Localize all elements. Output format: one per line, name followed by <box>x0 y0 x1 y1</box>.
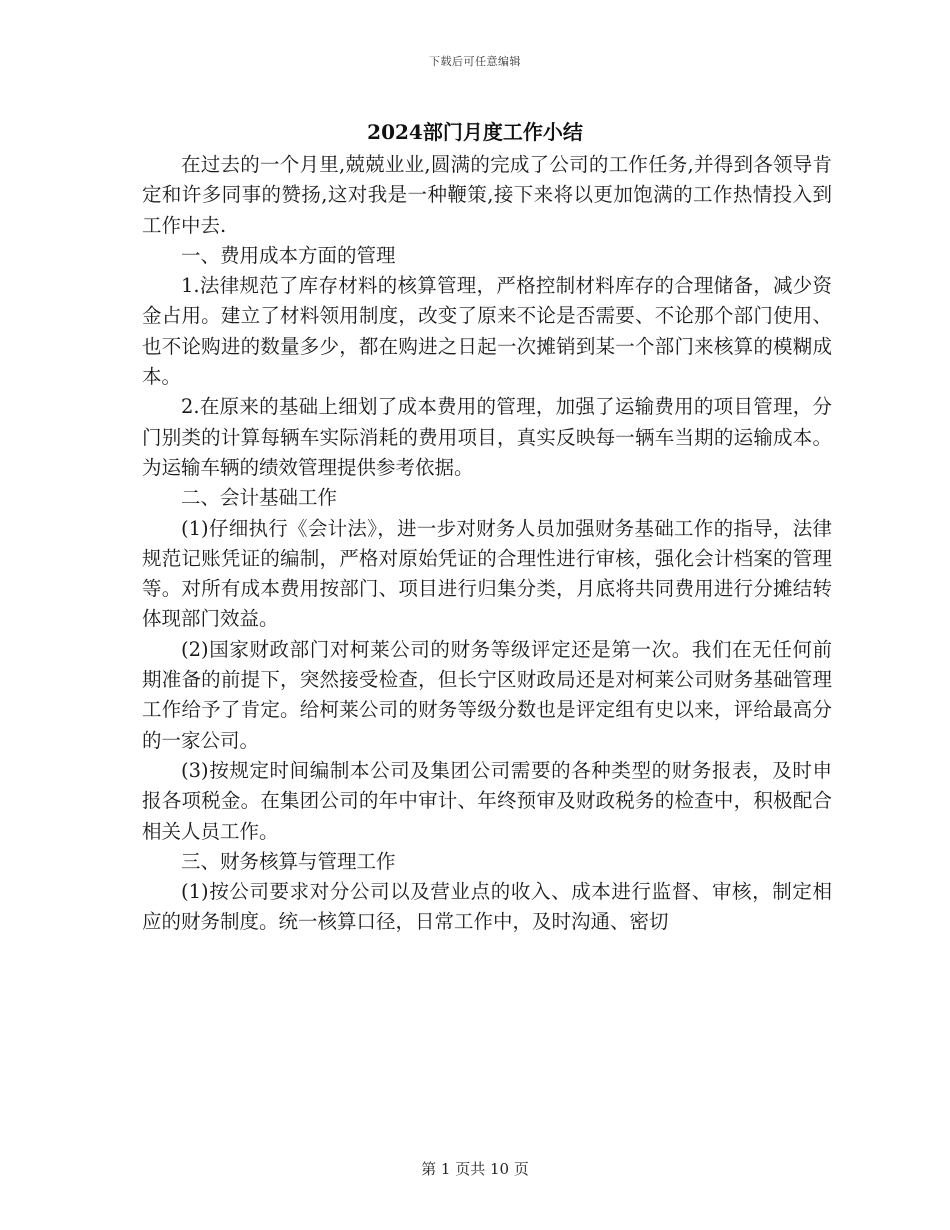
page-header-note: 下载后可任意编辑 <box>429 55 521 68</box>
document-body <box>142 150 832 938</box>
section-heading-2: 二、会计基础工作 <box>181 486 338 510</box>
section-2-item-3: (3)按规定时间编制本公司及集团公司需要的各种类型的财务报表，及时申报各项税金。在集团公司的年中审计、年终预审及财政税务的检查中，积极配合相关人员工作。 <box>142 758 832 843</box>
page-number: 第 1 页共 10 页 <box>421 1160 529 1178</box>
section-heading-3: 三、财务核算与管理工作 <box>181 849 396 873</box>
section-3-item-1: (1)按公司要求对分公司以及营业点的收入、成本进行监督、审核，制定相应的财务制度。统一核算口径，日常工作中，及时沟通、密切 <box>142 880 832 934</box>
section-heading-1: 一、费用成本方面的管理 <box>181 243 396 267</box>
section-1-item-2: 2.在原来的基础上细划了成本费用的管理，加强了运输费用的项目管理，分门别类的计算每辆车实际消耗的费用项目，真实反映每一辆车当期的运输成本。为运输车辆的绩效管理提供参考依据。 <box>142 395 832 479</box>
section-2-item-1: (1)仔细执行《会计法》，进一步对财务人员加强财务基础工作的指导，法律规范记账凭证的编制，严格对原始凭证的合理性进行审核，强化会计档案的管理等。对所有成本费用按部门、项目进行归集分类，月底将共同费用进行分摊结转体现部门效益。 <box>142 516 832 631</box>
section-1-item-1: 1.法律规范了库存材料的核算管理，严格控制材料库存的合理储备，减少资金占用。建立了材料领用制度，改变了原来不论是否需要、不论那个部门使用、也不论购进的数量多少，都在购进之日起一次摊销到某一个部门来核算的模糊成本。 <box>142 274 832 389</box>
document-title: 2024部门月度工作小结 <box>367 120 583 144</box>
intro-paragraph: 在过去的一个月里,兢兢业业,圆满的完成了公司的工作任务,并得到各领导肯定和许多同事的赞扬,这对我是一种鞭策,接下来将以更加饱满的工作热情投入到工作中去. <box>142 153 832 237</box>
section-2-item-2: (2)国家财政部门对柯莱公司的财务等级评定还是第一次。我们在无任何前期准备的前提下，突然接受检查，但长宁区财政局还是对柯莱公司财务基础管理工作给予了肯定。给柯莱公司的财务等级分数也是评定组有史以来，评给最高分的一家公司。 <box>142 637 832 752</box>
